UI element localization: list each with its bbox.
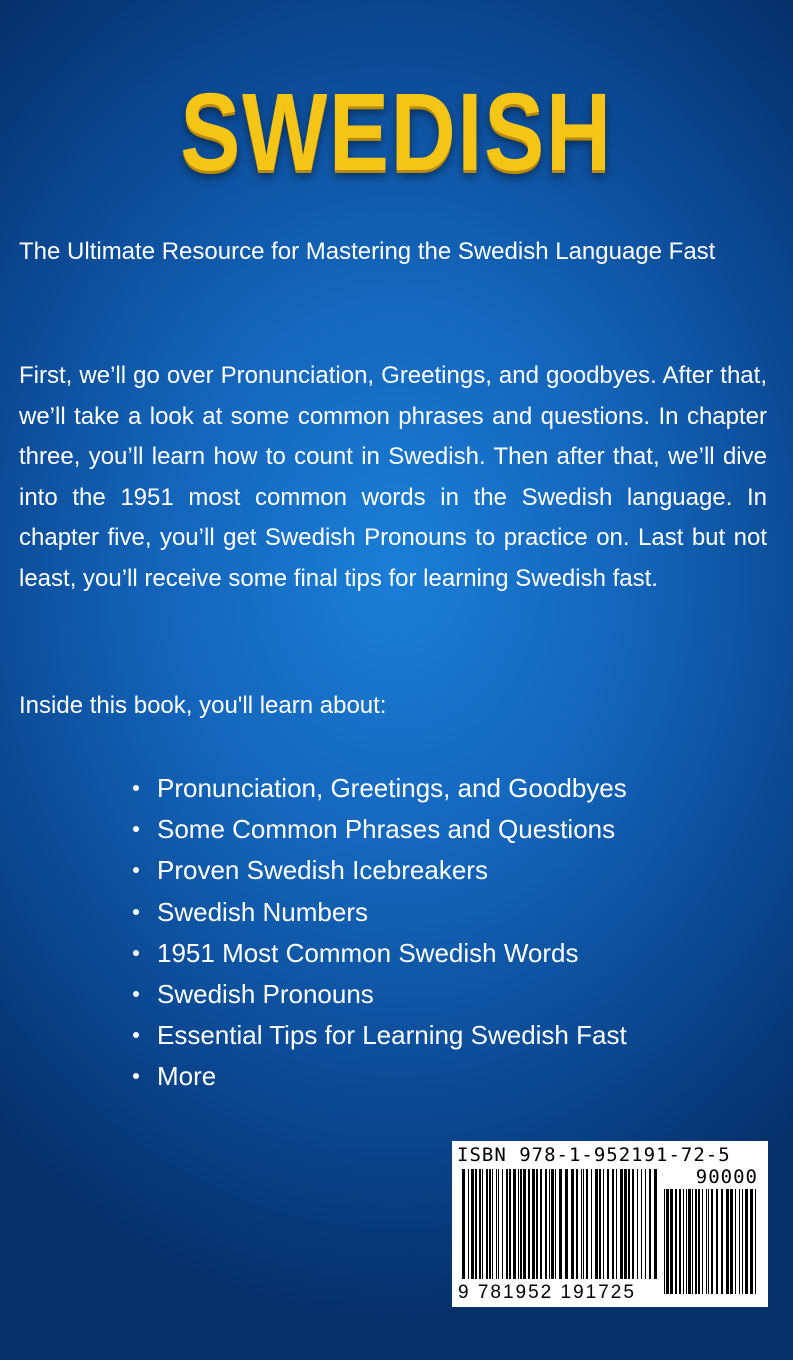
topic-item bbox=[130, 768, 627, 809]
topic-label: More bbox=[157, 1061, 217, 1092]
topic-label: Swedish Pronouns bbox=[157, 979, 374, 1010]
addon-barcode-bars-icon bbox=[664, 1189, 758, 1294]
book-title: SWEDISH bbox=[180, 71, 613, 194]
topic-item bbox=[130, 974, 627, 1015]
bullet-icon bbox=[133, 1073, 139, 1079]
topics-list bbox=[130, 768, 627, 1098]
ean-digits: 9 781952 191725 bbox=[458, 1282, 636, 1303]
isbn-barcode bbox=[452, 1141, 768, 1307]
topic-label: 1951 Most Common Swedish Words bbox=[157, 937, 579, 968]
topics-heading: Inside this book, you'll learn about: bbox=[19, 692, 387, 719]
topic-item bbox=[130, 1015, 627, 1056]
barcode-bars-icon bbox=[462, 1169, 658, 1279]
topic-item bbox=[130, 850, 627, 891]
topic-item bbox=[130, 933, 627, 974]
topic-label: Pronunciation, Greetings, and Goodbyes bbox=[157, 773, 627, 803]
bullet-icon bbox=[133, 909, 139, 915]
bullet-icon bbox=[133, 785, 139, 791]
topic-label: Essential Tips for Learning Swedish Fast bbox=[157, 1020, 627, 1051]
book-description: First, we’ll go over Pronunciation, Greetings, and goodbyes. After that, we’ll take a look at some common phrases and questions. In chapter three, you’ll learn how to count in Swedish. Then after that, we’ll dive into the 1951 most common words in the Swedish language. In chapter five, you’ll get Swedish Pronouns to practice on. Last but not least, you’ll receive some final tips for learning Swedish fast. bbox=[19, 362, 767, 592]
isbn-label: ISBN 978-1-952191-72-5 bbox=[457, 1144, 731, 1166]
topic-label: Proven Swedish Icebreakers bbox=[157, 855, 488, 886]
topic-label: Some Common Phrases and Questions bbox=[157, 814, 616, 845]
price-code: 90000 bbox=[695, 1166, 758, 1188]
topic-label: Swedish Numbers bbox=[157, 896, 368, 927]
bullet-icon bbox=[133, 1032, 139, 1038]
bullet-icon bbox=[133, 991, 139, 997]
book-subtitle: The Ultimate Resource for Mastering the Swedish Language Fast bbox=[19, 238, 716, 265]
topic-item bbox=[130, 1056, 627, 1097]
topic-item bbox=[130, 809, 627, 850]
bullet-icon bbox=[133, 826, 139, 832]
topic-item bbox=[130, 892, 627, 933]
bullet-icon bbox=[133, 867, 139, 873]
bullet-icon bbox=[133, 950, 139, 956]
